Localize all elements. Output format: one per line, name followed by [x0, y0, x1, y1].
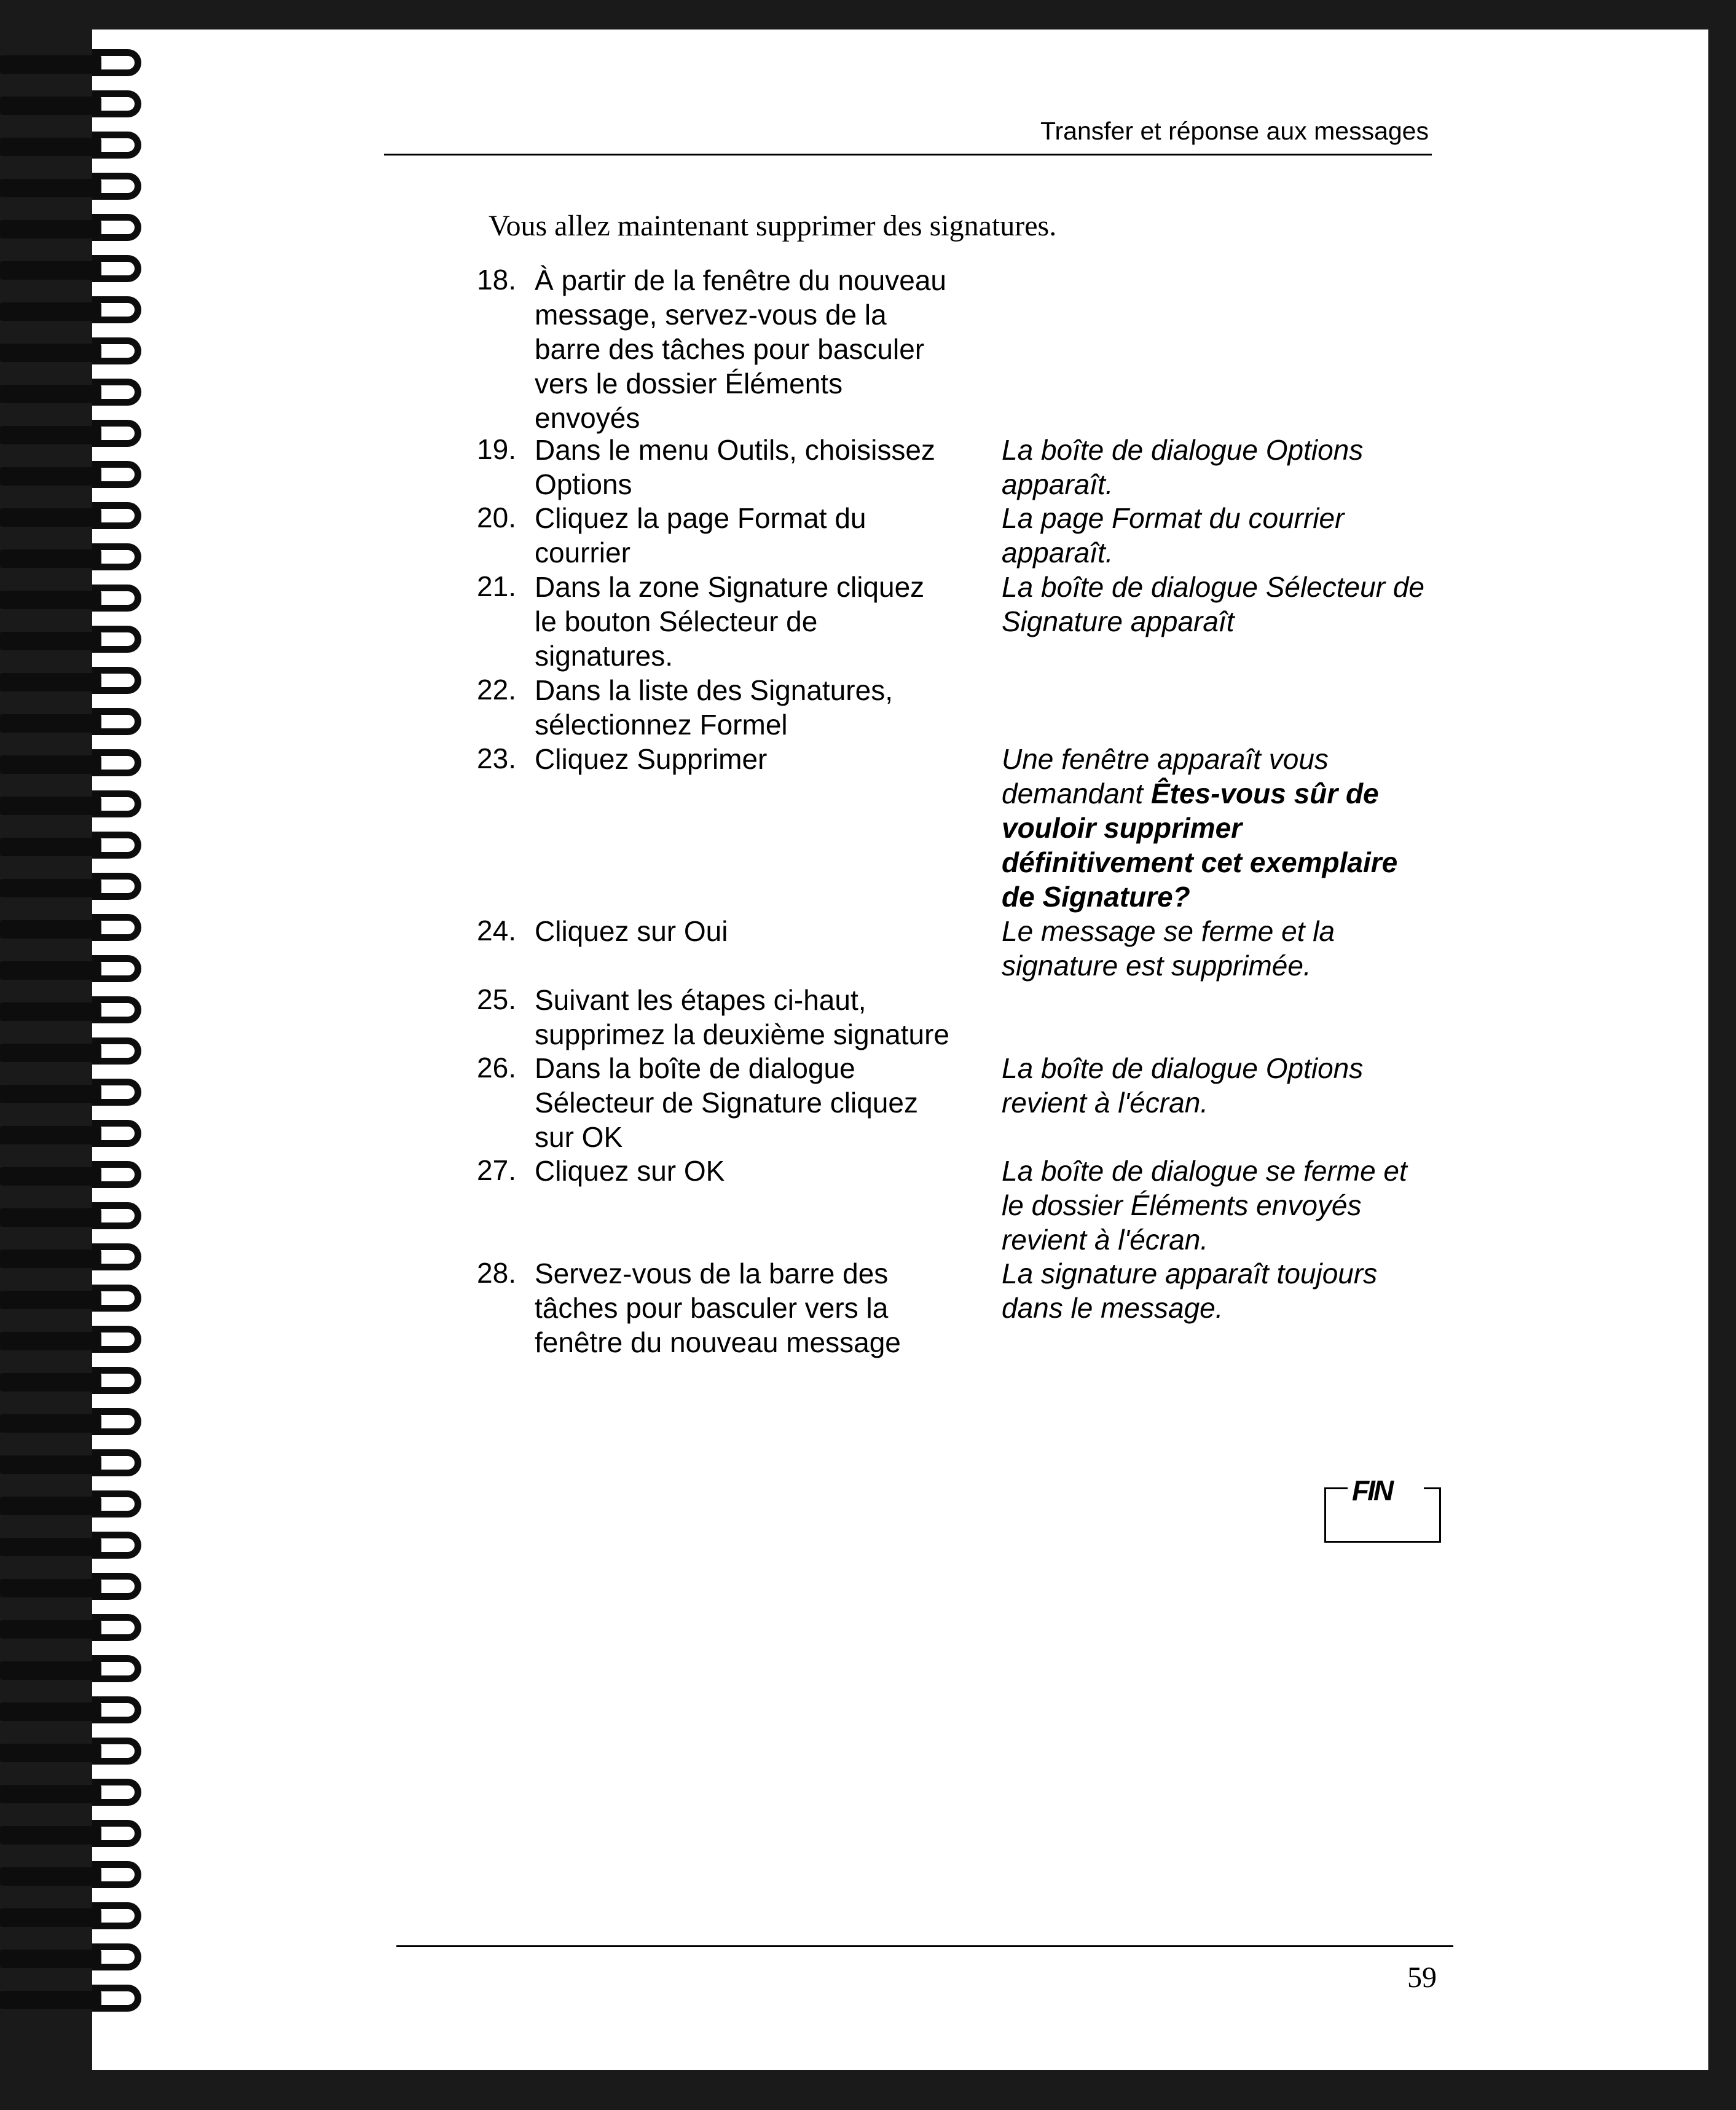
binding-coil [0, 214, 154, 246]
binding-coil [0, 1490, 154, 1522]
step-line: Options [535, 468, 632, 500]
step-number: 25. [477, 983, 516, 1015]
step-line: Suivant les étapes ci-haut, [535, 984, 866, 1016]
binding-coil [0, 1820, 154, 1852]
step-text [535, 501, 977, 570]
step-line: tâches pour basculer vers la [535, 1292, 889, 1324]
binding-coil [0, 90, 154, 122]
binding-coil [0, 502, 154, 534]
step-line: Dans la boîte de dialogue [535, 1052, 855, 1084]
binding-coil [0, 585, 154, 616]
step-number: 21. [477, 570, 516, 602]
step-number: 28. [477, 1257, 516, 1289]
result-line: dans le message. [1002, 1292, 1223, 1324]
step-text [535, 983, 977, 1052]
step-line: supprimez la deuxième signature [535, 1018, 950, 1050]
step-line: vers le dossier Éléments [535, 368, 843, 400]
binding-coil [0, 1532, 154, 1564]
binding-coil [0, 1985, 154, 2017]
step-line: barre des tâches pour basculer [535, 333, 925, 365]
step-line: signatures. [535, 640, 674, 672]
binding-coil [0, 626, 154, 658]
binding-coil [0, 1779, 154, 1811]
result-line: revient à l'écran. [1002, 1087, 1209, 1119]
step-line: Cliquez sur Oui [535, 915, 728, 947]
step-result [1002, 570, 1456, 639]
step-text [535, 673, 977, 742]
step-result [1002, 1051, 1456, 1120]
binding-coil [0, 420, 154, 452]
step-result [1002, 501, 1456, 570]
result-line: La boîte de dialogue Options [1002, 1052, 1364, 1084]
binding-coil [0, 1037, 154, 1069]
step-line: Cliquez sur OK [535, 1155, 725, 1187]
step-text [535, 1154, 977, 1188]
step-number: 20. [477, 502, 516, 533]
result-line: signature est supprimée. [1002, 950, 1311, 982]
result-line: apparaît. [1002, 468, 1113, 500]
binding-coil [0, 1120, 154, 1152]
step-text [535, 1051, 977, 1154]
step-line: Dans la liste des Signatures, [535, 674, 893, 706]
result-emphasis-line: de Signature? [1002, 881, 1190, 913]
binding-coil [0, 1696, 154, 1728]
result-line: Une fenêtre apparaît vous [1002, 743, 1329, 775]
binding-coil [0, 708, 154, 740]
binding-coil [0, 955, 154, 987]
binding-coil [0, 296, 154, 328]
binding-coil [0, 1738, 154, 1769]
binding-coil [0, 1285, 154, 1317]
binding-coil [0, 1614, 154, 1646]
page-number: 59 [1407, 1961, 1437, 1994]
binding-coil [0, 873, 154, 905]
step-number: 18. [477, 264, 516, 296]
step-line: sur OK [535, 1121, 623, 1153]
intro-text: Vous allez maintenant supprimer des signatures. [489, 210, 1057, 242]
binding-coil [0, 379, 154, 411]
binding-coil [0, 461, 154, 493]
binding-coil [0, 173, 154, 205]
binding-coil [0, 1243, 154, 1275]
step-result [1002, 914, 1456, 983]
binding-coil [0, 749, 154, 781]
result-emphasis-line: définitivement cet exemplaire [1002, 846, 1398, 878]
step-line: fenêtre du nouveau message [535, 1326, 901, 1358]
binding-coil [0, 337, 154, 369]
binding-coil [0, 1943, 154, 1975]
step-text [535, 263, 977, 435]
result-emphasis-line: vouloir supprimer [1002, 812, 1243, 844]
binding-coil [0, 1573, 154, 1605]
binding-coil [0, 1367, 154, 1399]
binding-coil [0, 1326, 154, 1358]
step-line: Servez-vous de la barre des [535, 1258, 889, 1289]
binding-coil [0, 667, 154, 699]
step-line: message, servez-vous de la [535, 299, 887, 331]
binding-coil [0, 1161, 154, 1193]
step-line: Dans le menu Outils, choisissez [535, 434, 935, 466]
result-emphasis: Êtes-vous sûr de [1150, 777, 1379, 809]
step-number: 22. [477, 674, 516, 706]
binding-coil [0, 132, 154, 163]
step-line: Cliquez Supprimer [535, 743, 768, 775]
running-header: Transfer et réponse aux messages [1040, 117, 1429, 145]
binding-coil [0, 914, 154, 946]
step-line: Cliquez la page Format du [535, 502, 866, 534]
step-result [1002, 433, 1456, 502]
binding-coil [0, 1655, 154, 1687]
result-line: revient à l'écran. [1002, 1224, 1209, 1256]
result-line: La boîte de dialogue Options [1002, 434, 1364, 466]
footer-rule [396, 1945, 1453, 1947]
step-line: À partir de la fenêtre du nouveau [535, 264, 947, 296]
step-text [535, 742, 977, 776]
binding-coil [0, 832, 154, 864]
binding-coil [0, 255, 154, 287]
result-line: demandant Êtes-vous sûr de [1002, 777, 1379, 809]
result-line: apparaît. [1002, 537, 1113, 569]
step-line: le bouton Sélecteur de [535, 605, 818, 637]
end-marker: FIN [1352, 1474, 1392, 1506]
step-number: 24. [477, 915, 516, 947]
binding-coil [0, 49, 154, 81]
step-number: 19. [477, 433, 516, 465]
result-line: Signature apparaît [1002, 605, 1235, 637]
step-line: sélectionnez Formel [535, 709, 788, 741]
binding-coil [0, 996, 154, 1028]
step-line: Dans la zone Signature cliquez [535, 571, 925, 603]
spiral-binding [0, 49, 154, 2047]
step-number: 23. [477, 742, 516, 774]
result-line: Le message se ferme et la [1002, 915, 1335, 947]
binding-coil [0, 790, 154, 822]
step-text [535, 1256, 977, 1360]
step-line: courrier [535, 537, 630, 569]
result-line: La page Format du courrier [1002, 502, 1345, 534]
step-text [535, 914, 977, 948]
result-line: La boîte de dialogue Sélecteur de [1002, 571, 1424, 603]
step-line: envoyés [535, 402, 640, 434]
step-number: 26. [477, 1052, 516, 1084]
header-rule [384, 154, 1432, 155]
step-line: Sélecteur de Signature cliquez [535, 1087, 918, 1119]
step-result [1002, 1256, 1456, 1325]
binding-coil [0, 1408, 154, 1440]
binding-coil [0, 1202, 154, 1234]
step-text [535, 570, 977, 673]
binding-coil [0, 1861, 154, 1893]
step-text [535, 433, 977, 502]
binding-coil [0, 1079, 154, 1111]
binding-coil [0, 1449, 154, 1481]
binding-coil [0, 1902, 154, 1934]
result-line: La boîte de dialogue se ferme et [1002, 1155, 1407, 1187]
result-line: La signature apparaît toujours [1002, 1258, 1378, 1289]
step-number: 27. [477, 1154, 516, 1186]
step-result [1002, 1154, 1456, 1257]
step-result [1002, 742, 1456, 914]
binding-coil [0, 543, 154, 575]
result-line: le dossier Éléments envoyés [1002, 1189, 1362, 1221]
